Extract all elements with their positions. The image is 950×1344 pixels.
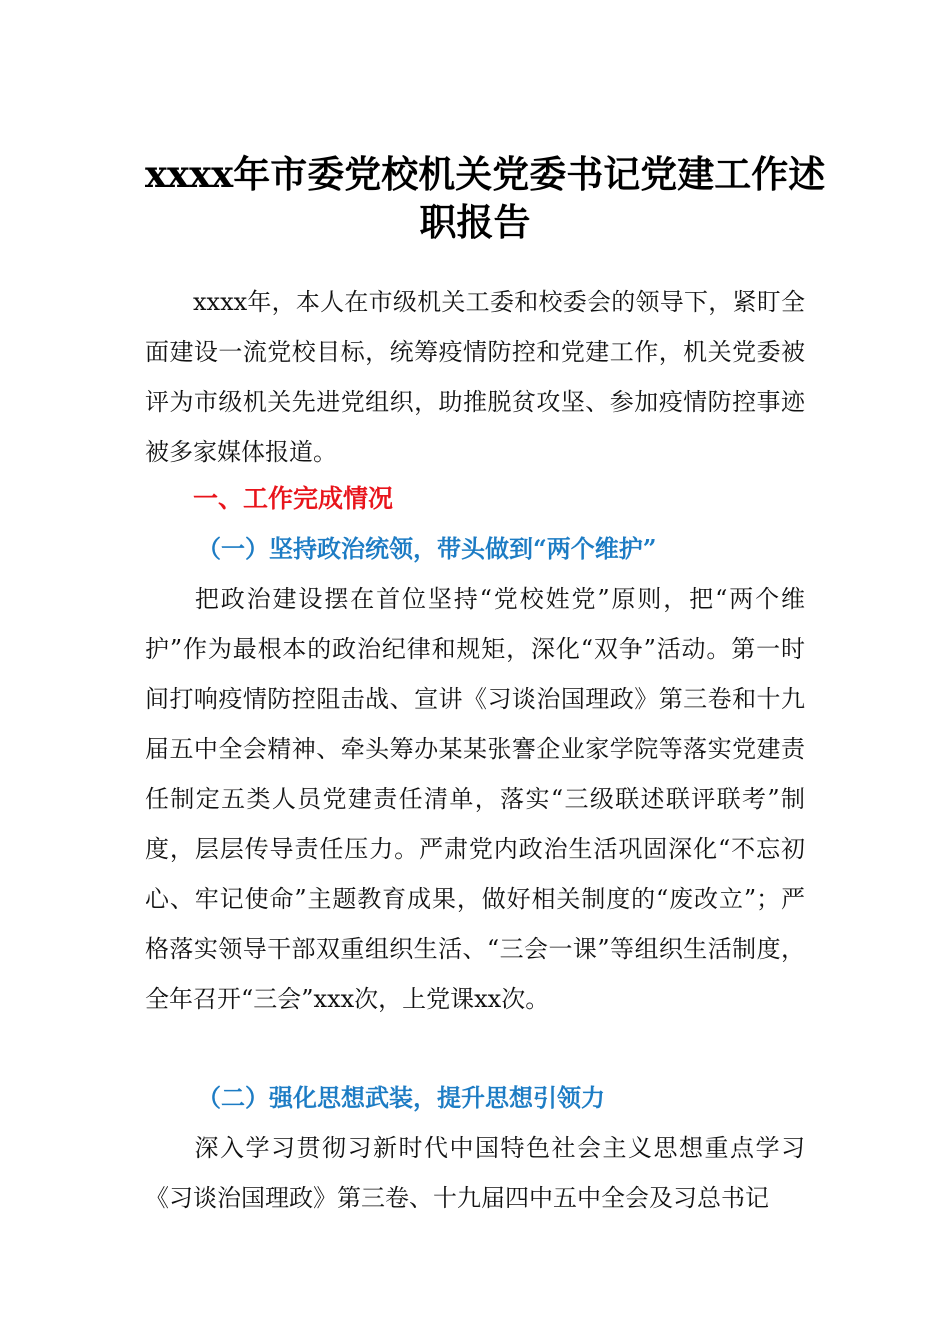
subsection-heading-political-leadership: （一）坚持政治统领，带头做到“两个维护” [197, 534, 657, 563]
subsection-heading-ideological-arming: （二）强化思想武装，提升思想引领力 [197, 1083, 605, 1112]
subsection-2-paragraph [145, 1123, 805, 1223]
document-title-line-2: 职报告 [419, 200, 531, 244]
subsection-1-paragraph [145, 574, 805, 1024]
subsection-1-text: 把政治建设摆在首位坚持“党校姓党”原则，把“两个维护”作为最根本的政治纪律和规矩，深化“双争”活动。第一时间打响疫情防控阻击战、宣讲《习谈治国理政》第三卷和十九届五中全会精神、牵头筹办某某张謇企业家学院等落实党建责任制定五类人员党建责任清单，落实“三级联述联评联考”制度，层层传导责任压力。严肃党内政治生活巩固深化“不忘初心、牢记使命”主题教育成果，做好相关制度的“废改立”；严格落实领导干部双重组织生活、“三会一课”等组织生活制度，全年召开“三会”xxx次，上党课xx次。 [145, 585, 805, 1013]
subsection-2-text: 深入学习贯彻习新时代中国特色社会主义思想重点学习《习谈治国理政》第三卷、十九届四中五中全会及习总书记 [145, 1134, 805, 1212]
intro-paragraph [145, 277, 805, 477]
intro-text: xxxx年，本人在市级机关工委和校委会的领导下，紧盯全面建设一流党校目标，统筹疫情防控和党建工作，机关党委被评为市级机关先进党组织，助推脱贫攻坚、参加疫情防控事迹被多家媒体报道。 [145, 288, 805, 466]
section-heading-work-completion: 一、工作完成情况 [193, 484, 394, 513]
document-title-line-1: xxxx年市委党校机关党委书记党建工作述 [145, 152, 826, 196]
